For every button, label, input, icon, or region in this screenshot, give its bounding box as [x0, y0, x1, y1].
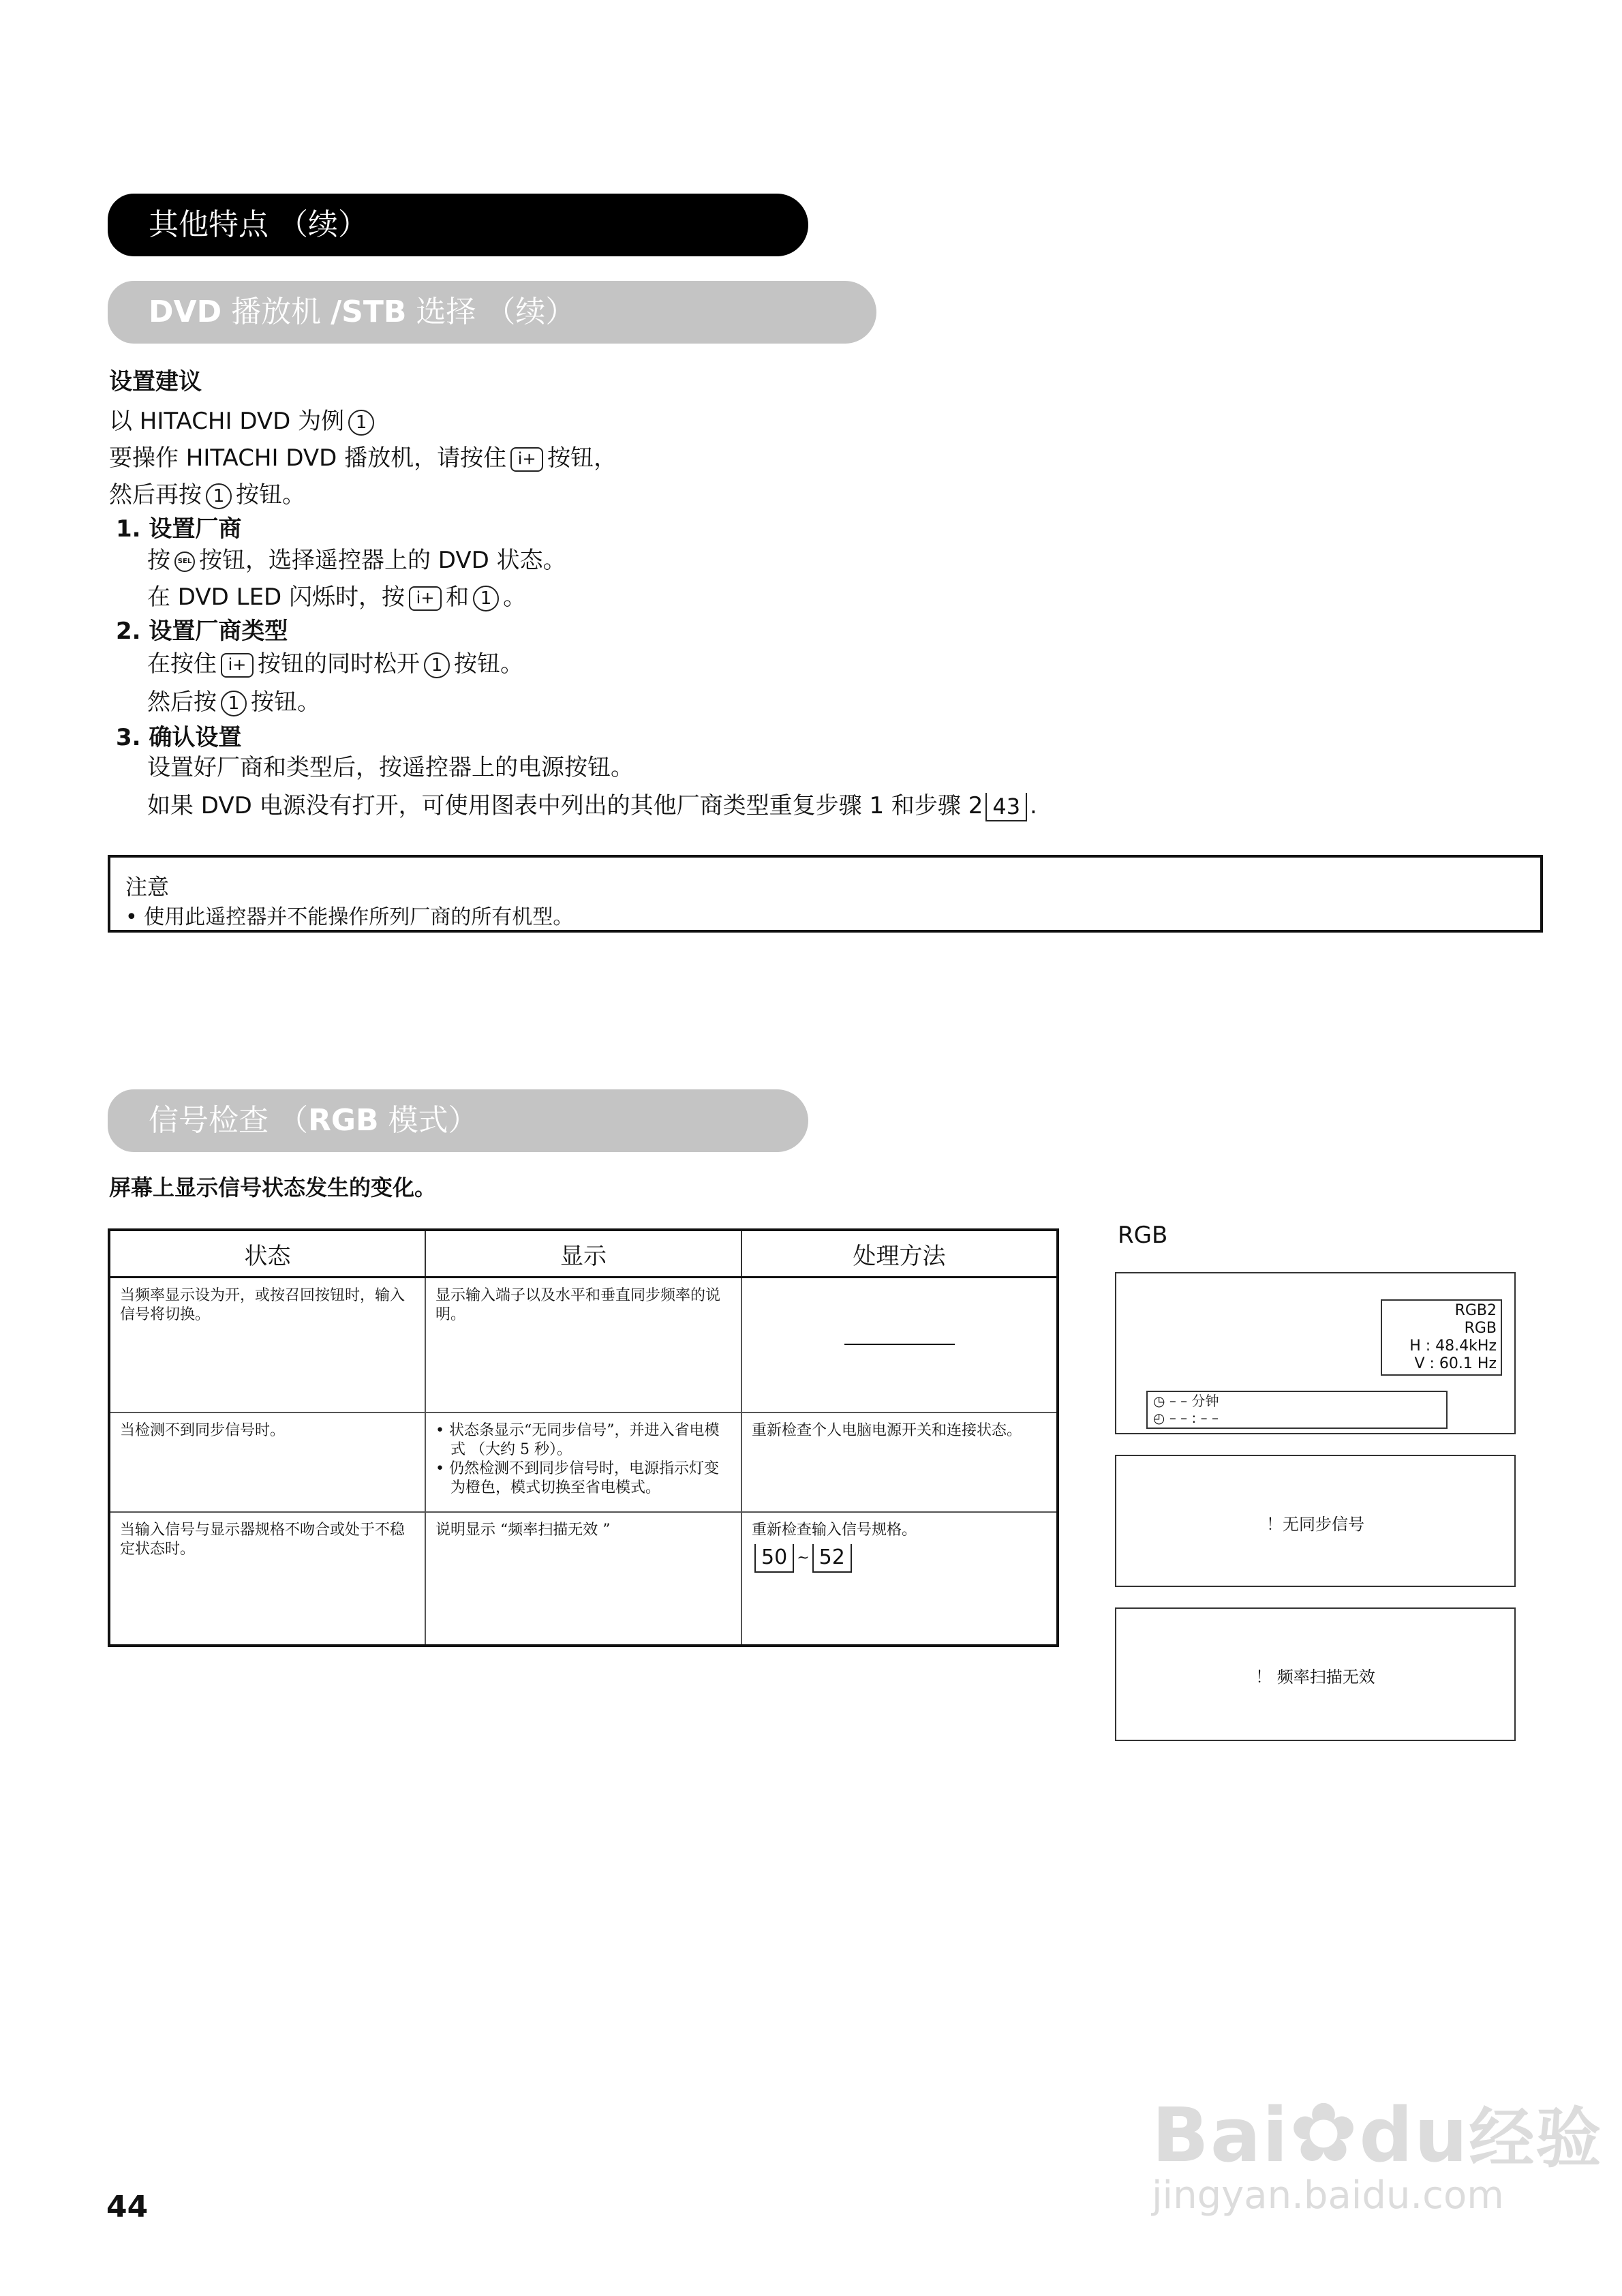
setup-line-3: 然后再按 1 按钮。 [109, 481, 305, 509]
cell-action [741, 1278, 1058, 1413]
setup-heading: 设置建议 [109, 368, 202, 395]
table-row [109, 1512, 1058, 1646]
page-ref-43: 43 [985, 793, 1027, 821]
header-display: 显示 [425, 1230, 741, 1278]
screen-no-sync [1115, 1455, 1516, 1587]
rgb-label: RGB [1118, 1222, 1168, 1249]
screen-invalid-scan [1115, 1607, 1516, 1741]
step-2-line-b: 然后按 1 按钮。 [147, 689, 320, 716]
cell-status: 当频率显示设为开，或按召回按钮时，输入信号将切换。 [109, 1278, 425, 1413]
header-status: 状态 [109, 1230, 425, 1278]
key-1-icon: 1 [424, 652, 450, 678]
step-3-line-b: 如果 DVD 电源没有打开，可使用图表中列出的其他厂商类型重复步骤 1 和步骤 2 43 . [147, 792, 1037, 821]
header-action: 处理方法 [741, 1230, 1058, 1278]
info-input: RGB2 [1454, 1302, 1497, 1319]
setup-line-1: 以 HITACHI DVD 为例 1 [109, 408, 378, 436]
cell-display: 显示输入端子以及水平和垂直同步频率的说明。 [425, 1278, 741, 1413]
subsection-signal-bar [108, 1089, 808, 1152]
paw-icon: ✿ [1289, 2086, 1360, 2181]
note-box [108, 855, 1543, 933]
no-sync-message: ！无同步信号 [1266, 1515, 1364, 1534]
sleep-timer-row: ◷ – – 分钟 [1153, 1393, 1219, 1409]
table-row [109, 1413, 1058, 1512]
step-2-line-a: 在按住 i+ 按钮的同时松开 1 按钮。 [147, 650, 523, 678]
signal-intro: 屏幕上显示信号状态发生的变化。 [109, 1175, 437, 1200]
clock-row: ◴ – – : – – [1153, 1410, 1219, 1426]
step-3-line-a: 设置好厂商和类型后，按遥控器上的电源按钮。 [147, 754, 634, 781]
info-h-freq: H : 48.4kHz [1409, 1338, 1497, 1355]
step-1-line-b: 在 DVD LED 闪烁时，按 i+ 和 1 。 [147, 584, 527, 611]
setup-line-2: 要操作 HITACHI DVD 播放机，请按住 i+ 按钮， [109, 444, 617, 472]
cell-action [741, 1512, 1058, 1646]
page-ref-52: 52 [812, 1544, 852, 1573]
info-v-freq: V : 60.1 Hz [1414, 1355, 1497, 1372]
display-bullet-1: • 状态条显示“无同步信号”，并进入省电模式 （大约 5 秒）。 [435, 1421, 720, 1458]
display-bullet-2: • 仍然检测不到同步信号时，电源指示灯变为橙色，模式切换至省电模式。 [435, 1460, 719, 1496]
invalid-scan-message: ！ 频率扫描无效 [1255, 1667, 1375, 1687]
info-key-icon: i+ [409, 586, 442, 611]
signal-info-box [1381, 1299, 1502, 1376]
info-key-icon: i+ [510, 447, 543, 472]
info-key-icon: i+ [221, 653, 254, 678]
ref-separator: ~ [797, 1549, 810, 1567]
cell-display: 说明显示 “频率扫描无效 ” [425, 1512, 741, 1646]
signal-table [108, 1228, 1059, 1647]
key-1-icon: 1 [348, 410, 374, 436]
cell-status: 当检测不到同步信号时。 [109, 1413, 425, 1512]
step-3-title: 3. 确认设置 [116, 724, 242, 751]
action-text: 重新检查输入信号规格。 [752, 1521, 917, 1539]
step-2-title: 2. 设置厂商类型 [116, 618, 288, 645]
section-title-bar [108, 194, 808, 256]
key-1-icon: 1 [473, 586, 499, 611]
cell-action: 重新检查个人电脑电源开关和连接状态。 [741, 1413, 1058, 1512]
step-1-line-a: 按 SEL 按钮，选择遥控器上的 DVD 状态。 [147, 547, 566, 574]
watermark-url: jingyan.baidu.com [1152, 2173, 1504, 2218]
key-1-icon: 1 [221, 691, 247, 716]
page-ref-range [752, 1544, 1047, 1573]
cell-status: 当输入信号与显示器规格不吻合或处于不稳定状态时。 [109, 1512, 425, 1646]
sel-key-icon: SEL [174, 552, 195, 572]
screen-frequency-display [1115, 1272, 1516, 1434]
watermark-logo: Bai✿du经验 [1152, 2086, 1603, 2181]
table-row [109, 1278, 1058, 1413]
step-1-title: 1. 设置厂商 [116, 515, 242, 543]
key-1-icon: 1 [206, 483, 232, 509]
section-title: 其他特点 （续） [149, 207, 368, 242]
table-header-row [109, 1230, 1058, 1278]
timer-icon: ◷ [1153, 1393, 1165, 1409]
subsection-signal-title: 信号检查 （RGB 模式） [149, 1103, 478, 1138]
timer-box [1146, 1391, 1448, 1429]
page-number: 44 [106, 2190, 149, 2224]
subsection-dvd-title: DVD 播放机 /STB 选择 （续） [149, 294, 576, 329]
info-mode: RGB [1464, 1320, 1497, 1337]
note-title: 注意 [125, 874, 170, 900]
cell-display [425, 1413, 741, 1512]
subsection-dvd-bar [108, 281, 876, 344]
clock-icon: ◴ [1153, 1410, 1165, 1426]
page-ref-50: 50 [754, 1544, 794, 1573]
empty-action-line [844, 1344, 955, 1345]
note-item: • 使用此遥控器并不能操作所列厂商的所有机型。 [125, 905, 574, 929]
